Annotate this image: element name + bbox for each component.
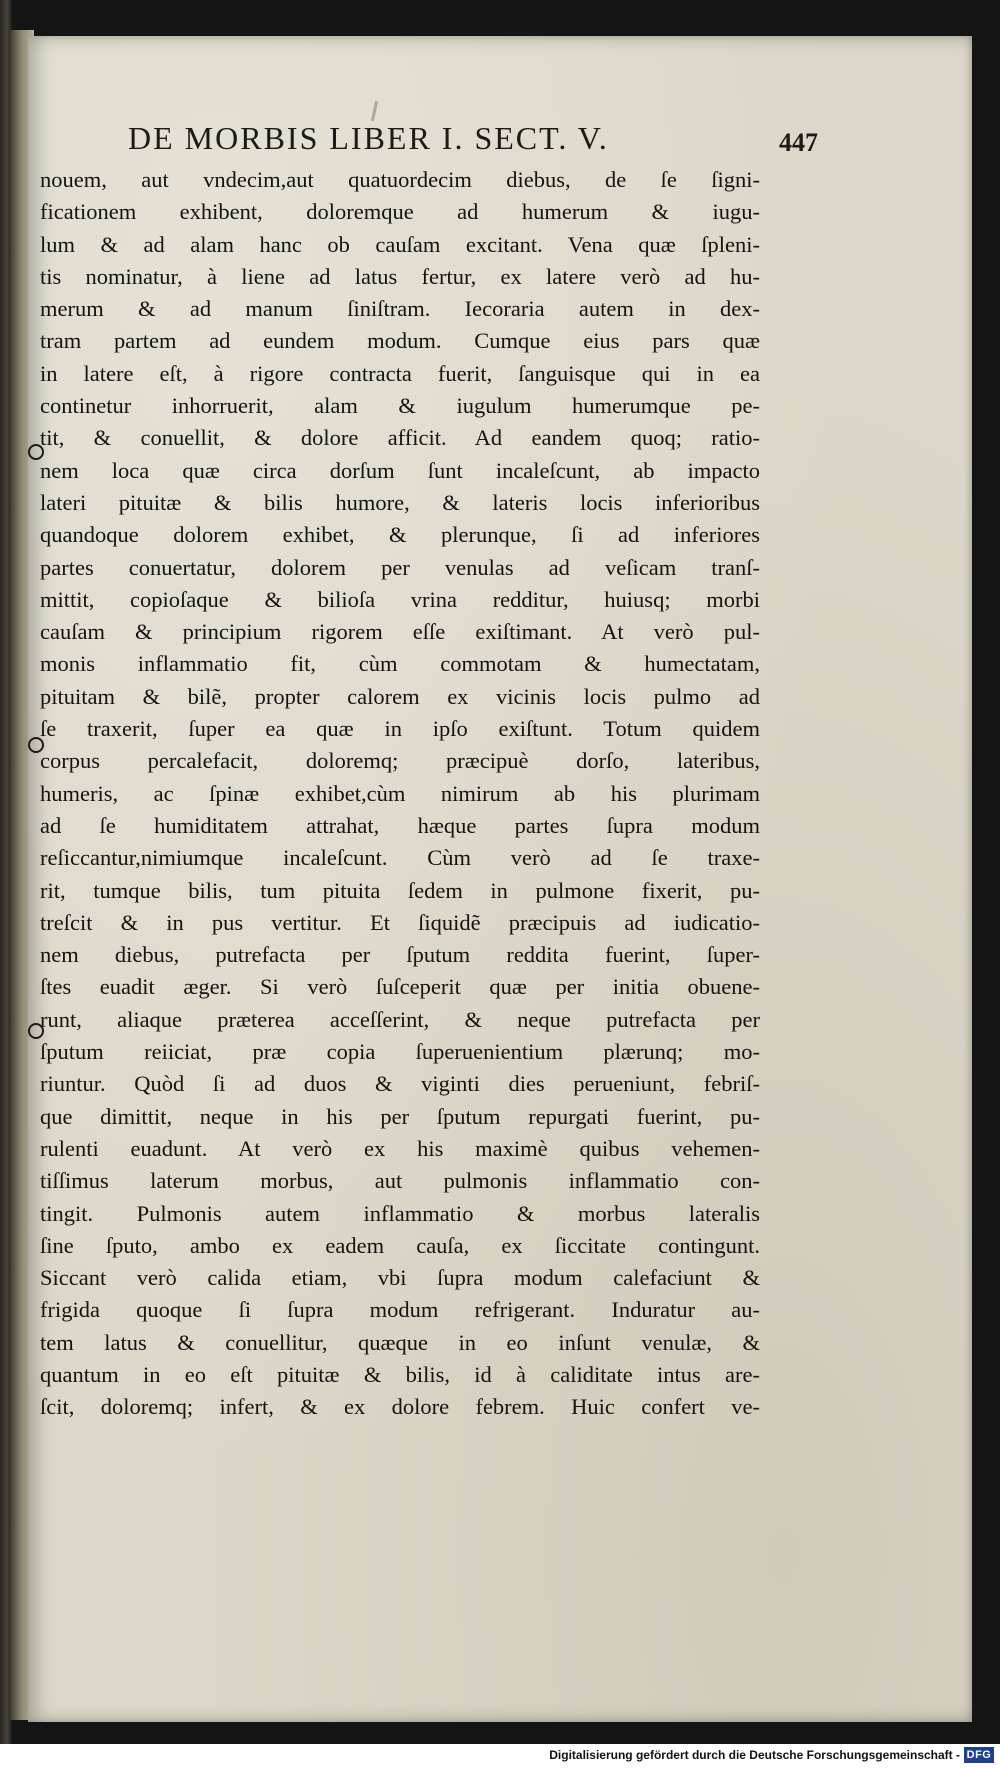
body-text [40, 164, 760, 1424]
text-line: nem diebus, putrefacta per ſputum reddita fuerint, ſuper- [40, 942, 760, 968]
stray-ink-mark [371, 101, 378, 121]
text-line: tem latus & conuellitur, quæque in eo inſunt venulæ, & [40, 1329, 760, 1355]
funding-credit: Digitalisierung gefördert durch die Deutsche Forschungsgemeinschaft - [549, 1748, 960, 1762]
text-line: runt, aliaque præterea acceſſerint, & neque putrefacta per [40, 1006, 760, 1032]
text-line: mittit, copioſaque & bilioſa vrina redditur, huiusq; morbi [40, 586, 760, 612]
text-line: ad ſe humiditatem attrahat, hæque partes ſupra modum [40, 812, 760, 838]
running-head: DE MORBIS LIBER I. SECT. V. [128, 120, 609, 156]
text-line: reſiccantur,nimiumque incaleſcunt. Cùm verò ad ſe traxe- [40, 845, 760, 871]
text-line: tram partem ad eundem modum. Cumque eius pars quæ [40, 328, 760, 354]
dfg-logo: DFG [964, 1747, 994, 1763]
text-line: merum & ad manum ſiniſtram. Iecoraria autem in dex- [40, 296, 760, 322]
text-line: tiſſimus laterum morbus, aut pulmonis inflammatio con- [40, 1168, 760, 1194]
text-line: ſe traxerit, ſuper ea quæ in ipſo exiſtunt. Totum quidem [40, 716, 760, 742]
text-line: pituitam & bilẽ, propter calorem ex vicinis locis pulmo ad [40, 683, 760, 709]
text-line: continetur inhorruerit, alam & iugulum humerumque pe- [40, 393, 760, 419]
text-line: nouem, aut vndecim,aut quatuordecim diebus, de ſe ſigni- [40, 167, 760, 192]
text-line: rulenti euadunt. At verò ex his maximè quibus vehemen- [40, 1135, 760, 1161]
text-line: ſcit, doloremq; infert, & ex dolore febrem. Huic confert ve- [40, 1394, 760, 1420]
text-line: tit, & conuellit, & dolore afficit. Ad eandem quoq; ratio- [40, 425, 760, 451]
text-line: lateri pituitæ & bilis humore, & lateris locis inferioribus [40, 489, 760, 515]
text-line: nem loca quæ circa dorſum ſunt incaleſcunt, ab impacto [40, 457, 760, 483]
text-line: partes conuertatur, dolorem per venulas ad veſicam tranſ- [40, 554, 760, 580]
text-line: ſine ſputo, ambo ex eadem cauſa, ex ſiccitate contingunt. [40, 1232, 760, 1258]
text-line: in latere eſt, à rigore contracta fuerit, ſanguisque qui in ea [40, 360, 760, 386]
text-line: frigida quoque ſi ſupra modum refrigerant. Induratur au- [40, 1297, 760, 1323]
text-line: monis inflammatio fit, cùm commotam & humectatam, [40, 651, 760, 677]
text-line: ſtes euadit æger. Si verò ſuſceperit quæ per initia obuene- [40, 974, 760, 1000]
text-line: ficationem exhibent, doloremque ad humerum & iugu- [40, 199, 760, 225]
footer-bar [0, 1744, 1000, 1768]
text-line: ſputum reiiciat, præ copia ſuperuenientium plærunq; mo- [40, 1039, 760, 1065]
book-page [28, 36, 972, 1722]
text-line: humeris, ac ſpinæ exhibet,cùm nimirum ab his plurimam [40, 780, 760, 806]
text-line: treſcit & in pus vertitur. Et ſiquidẽ præcipuis ad iudicatio- [40, 909, 760, 935]
text-line: cauſam & principium rigorem eſſe exiſtimant. At verò pul- [40, 619, 760, 645]
text-line: corpus percalefacit, doloremq; præcipuè dorſo, lateribus, [40, 748, 760, 774]
text-line: quandoque dolorem exhibet, & plerunque, ſi ad inferiores [40, 522, 760, 548]
text-line: quantum in eo eſt pituitæ & bilis, id à caliditate intus are- [40, 1361, 760, 1387]
text-line: que dimittit, neque in his per ſputum repurgati fuerint, pu- [40, 1103, 760, 1129]
text-line: tingit. Pulmonis autem inflammatio & morbus lateralis [40, 1200, 760, 1226]
text-line: Siccant verò calida etiam, vbi ſupra modum calefaciunt & [40, 1265, 760, 1291]
page-number: 447 [779, 128, 818, 157]
text-line: lum & ad alam hanc ob cauſam excitant. Vena quæ ſpleni- [40, 231, 760, 257]
text-line: riuntur. Quòd ſi ad duos & viginti dies perueniunt, febriſ- [40, 1071, 760, 1097]
text-line: rit, tumque bilis, tum pituita ſedem in pulmone fixerit, pu- [40, 877, 760, 903]
text-line: tis nominatur, à liene ad latus fertur, ex latere verò ad hu- [40, 263, 760, 289]
